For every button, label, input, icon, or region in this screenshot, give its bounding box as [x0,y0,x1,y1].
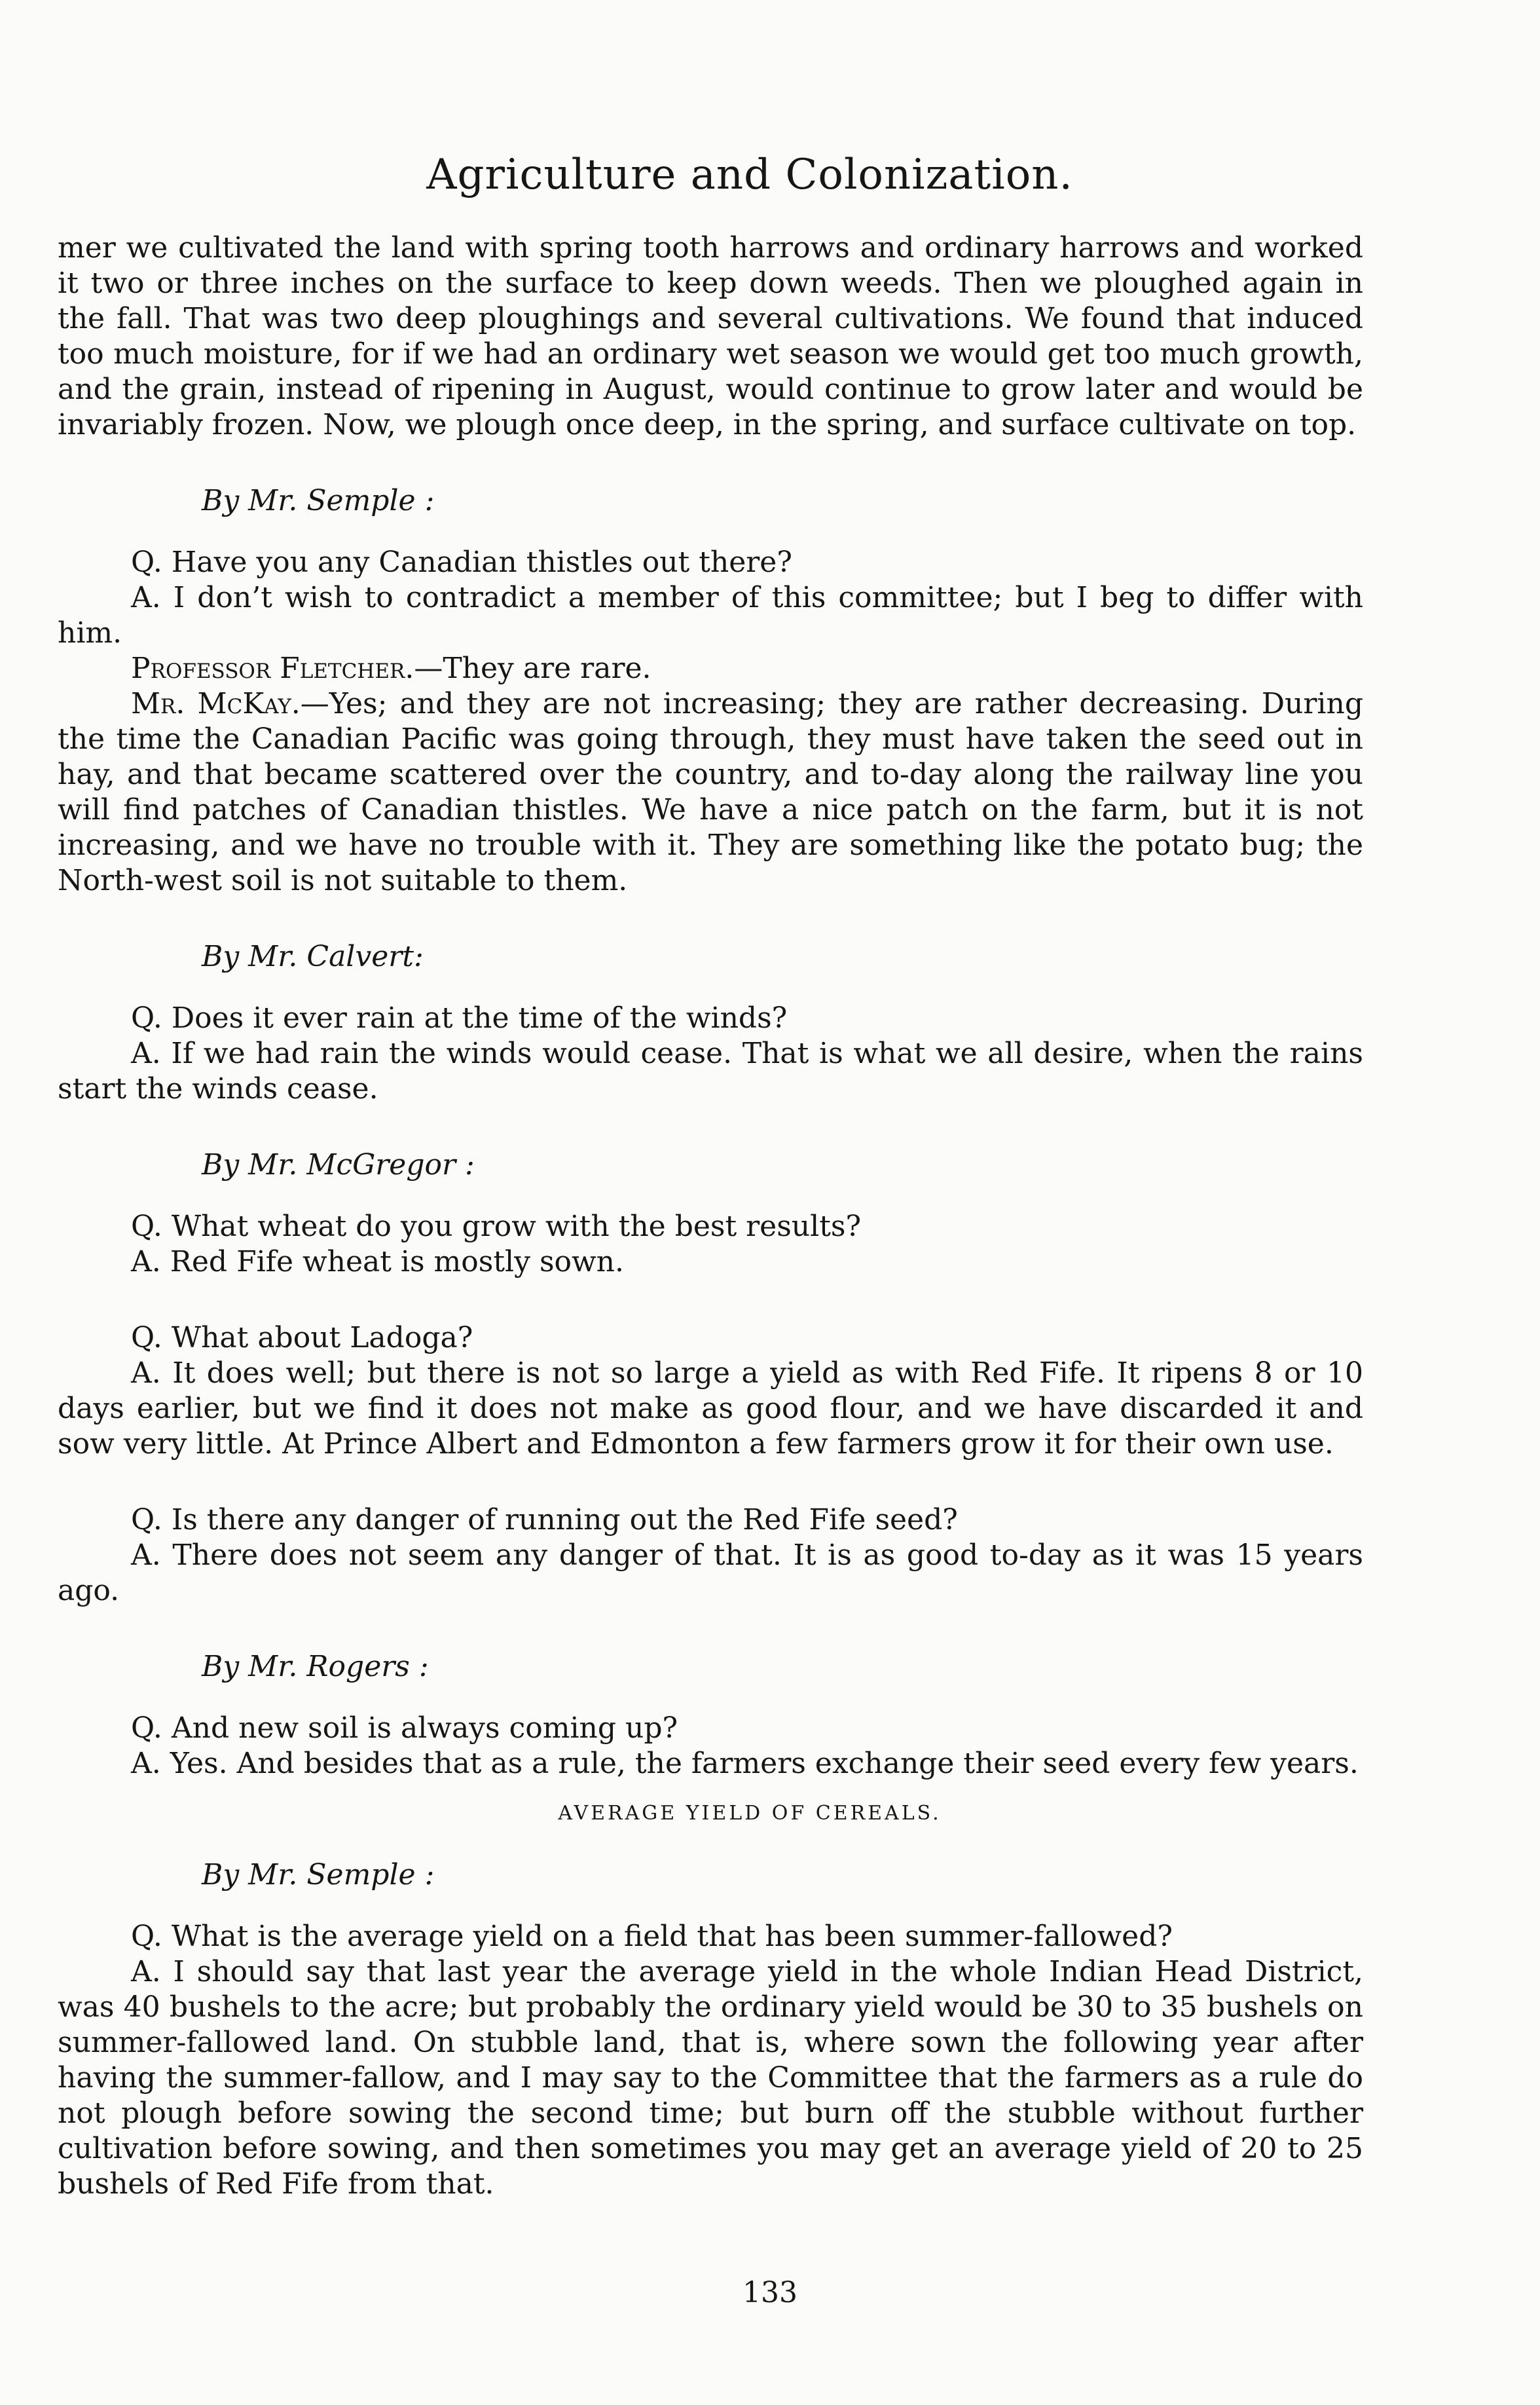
question-wheat: Q. What wheat do you grow with the best results? [131,1210,862,1243]
fletcher-remark [58,651,1363,686]
answer-yield: A. I should say that last year the average yield in the whole Indian Head District, was 40 bushels to the acre; but probably the ordinary yield would be 30 to 35 bushels on summer-fallowed land. On stubble land, that is, where sown the following year after having the summer-fallow, and I may say to the Committee that the farmers as a rule do not plough before sowing the second time; but burn off the stubble without further cultivation before sowing, and then sometimes you may get an average yield of 20 to 25 bushels of Red Fife from that. [58,1955,1363,2201]
answer-seed: A. There does not seem any danger of that. It is as good to-day as it was 15 years ago. [58,1538,1363,1607]
answer-rain: A. If we had rain the winds would cease. That is what we all desire, when the rains start the winds cease. [58,1037,1363,1106]
question-yield: Q. What is the average yield on a field that has been summer-fallowed? [131,1920,1173,1953]
fletcher-name: Professor Fletcher. [131,652,414,685]
answer-thistles: A. I don’t wish to contradict a member of this committee; but I beg to differ with him. [58,581,1363,650]
speaker-semple-2: By Mr. Semple : [202,1858,435,1892]
question-ladoga: Q. What about Ladoga? [131,1321,473,1354]
section-heading: AVERAGE YIELD OF CEREALS. [558,1802,942,1825]
speaker-calvert: By Mr. Calvert: [202,940,424,973]
answer-ladoga: A. It does well; but there is not so large a yield as with Red Fife. It ripens 8 or 10 days earlier, but we find it does not make as good flour, and we have discarded it and sow very little. At Prince Albert and Edmonton a few farmers grow it for their own use. [58,1356,1363,1461]
question-thistles: Q. Have you any Canadian thistles out there? [131,546,792,579]
page-number: 133 [742,2276,798,2309]
speaker-mcgregor: By Mr. McGregor : [202,1148,475,1182]
answer-soil: A. Yes. And besides that as a rule, the farmers exchange their seed every few years. [131,1747,1359,1780]
mckay-text: —Yes; and they are not increasing; they are rather decreasing. During the time the Canadian Pacific was going through, they must have taken the seed out in hay, and that became scattered over the country, and to-day along the railway line you will find patches of Canadian thistles. We have a nice patch on the farm, but it is not increasing, and we have no trouble with it. They are something like the potato bug; the North-west soil is not suitable to them. [58,687,1364,897]
page-title: Agriculture and Colonization. [426,151,1073,199]
fletcher-text: —They are rare. [414,652,651,685]
mckay-remark [58,686,1363,899]
speaker-rogers: By Mr. Rogers : [202,1650,429,1683]
mckay-name: Mr. McKay. [131,687,301,720]
question-soil: Q. And new soil is always coming up? [131,1711,678,1745]
intro-paragraph: mer we cultivated the land with spring tooth harrows and ordinary harrows and worked it two or three inches on the surface to keep down weeds. Then we ploughed again in the fall. That was two deep ploughings and several cultivations. We found that induced too much moisture, for if we had an ordinary wet season we would get too much growth, and the grain, instead of ripening in August, would continue to grow later and would be invariably frozen. Now, we plough once deep, in the spring, and surface cultivate on top. [58,231,1363,441]
answer-wheat: A. Red Fife wheat is mostly sown. [131,1245,625,1278]
question-seed: Q. Is there any danger of running out the Red Fife seed? [131,1503,958,1537]
speaker-semple-1: By Mr. Semple : [202,484,435,517]
page-body [58,231,1363,2202]
question-rain: Q. Does it ever rain at the time of the winds? [131,1001,788,1035]
